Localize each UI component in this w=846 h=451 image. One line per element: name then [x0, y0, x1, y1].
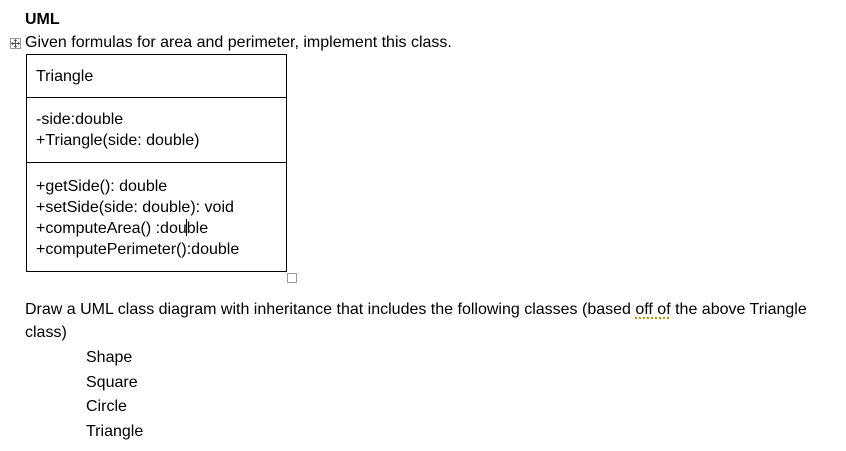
uml-operation-with-caret	[36, 218, 286, 239]
uml-operation-text: +computeArea() :dou	[36, 220, 187, 237]
uml-attribute: -side:double	[36, 111, 124, 128]
instruction-text: the above Triangle class)	[25, 301, 807, 341]
uml-operation: +getSide(): double	[36, 178, 168, 195]
section-heading: UML	[25, 11, 60, 28]
uml-operation: +setSide(side: double): void	[36, 199, 234, 216]
list-item: Circle	[86, 398, 127, 416]
class-list	[86, 346, 143, 445]
uml-class-name-cell[interactable]	[27, 55, 286, 98]
table-resize-handle[interactable]	[287, 273, 297, 283]
list-item: Shape	[86, 349, 133, 366]
instruction-text: Draw a UML class diagram with inheritance that includes the following classes (based	[25, 301, 636, 318]
list-item: Square	[86, 373, 138, 391]
uml-operations-cell[interactable]	[27, 163, 286, 271]
grammar-flagged-text[interactable]: off of	[635, 301, 671, 318]
intro-paragraph: Given formulas for area and perimeter, implement this class.	[25, 34, 452, 51]
uml-class-box[interactable]	[26, 54, 287, 272]
table-move-handle-icon[interactable]	[10, 38, 21, 49]
uml-operation: +computePerimeter():double	[36, 241, 240, 258]
list-item: Triangle	[86, 423, 144, 441]
uml-attributes-cell[interactable]	[27, 98, 286, 163]
uml-class-name: Triangle	[36, 68, 94, 85]
instruction-paragraph	[25, 298, 825, 344]
uml-attribute: +Triangle(side: double)	[36, 132, 200, 149]
uml-operation-text: ble	[186, 220, 209, 237]
